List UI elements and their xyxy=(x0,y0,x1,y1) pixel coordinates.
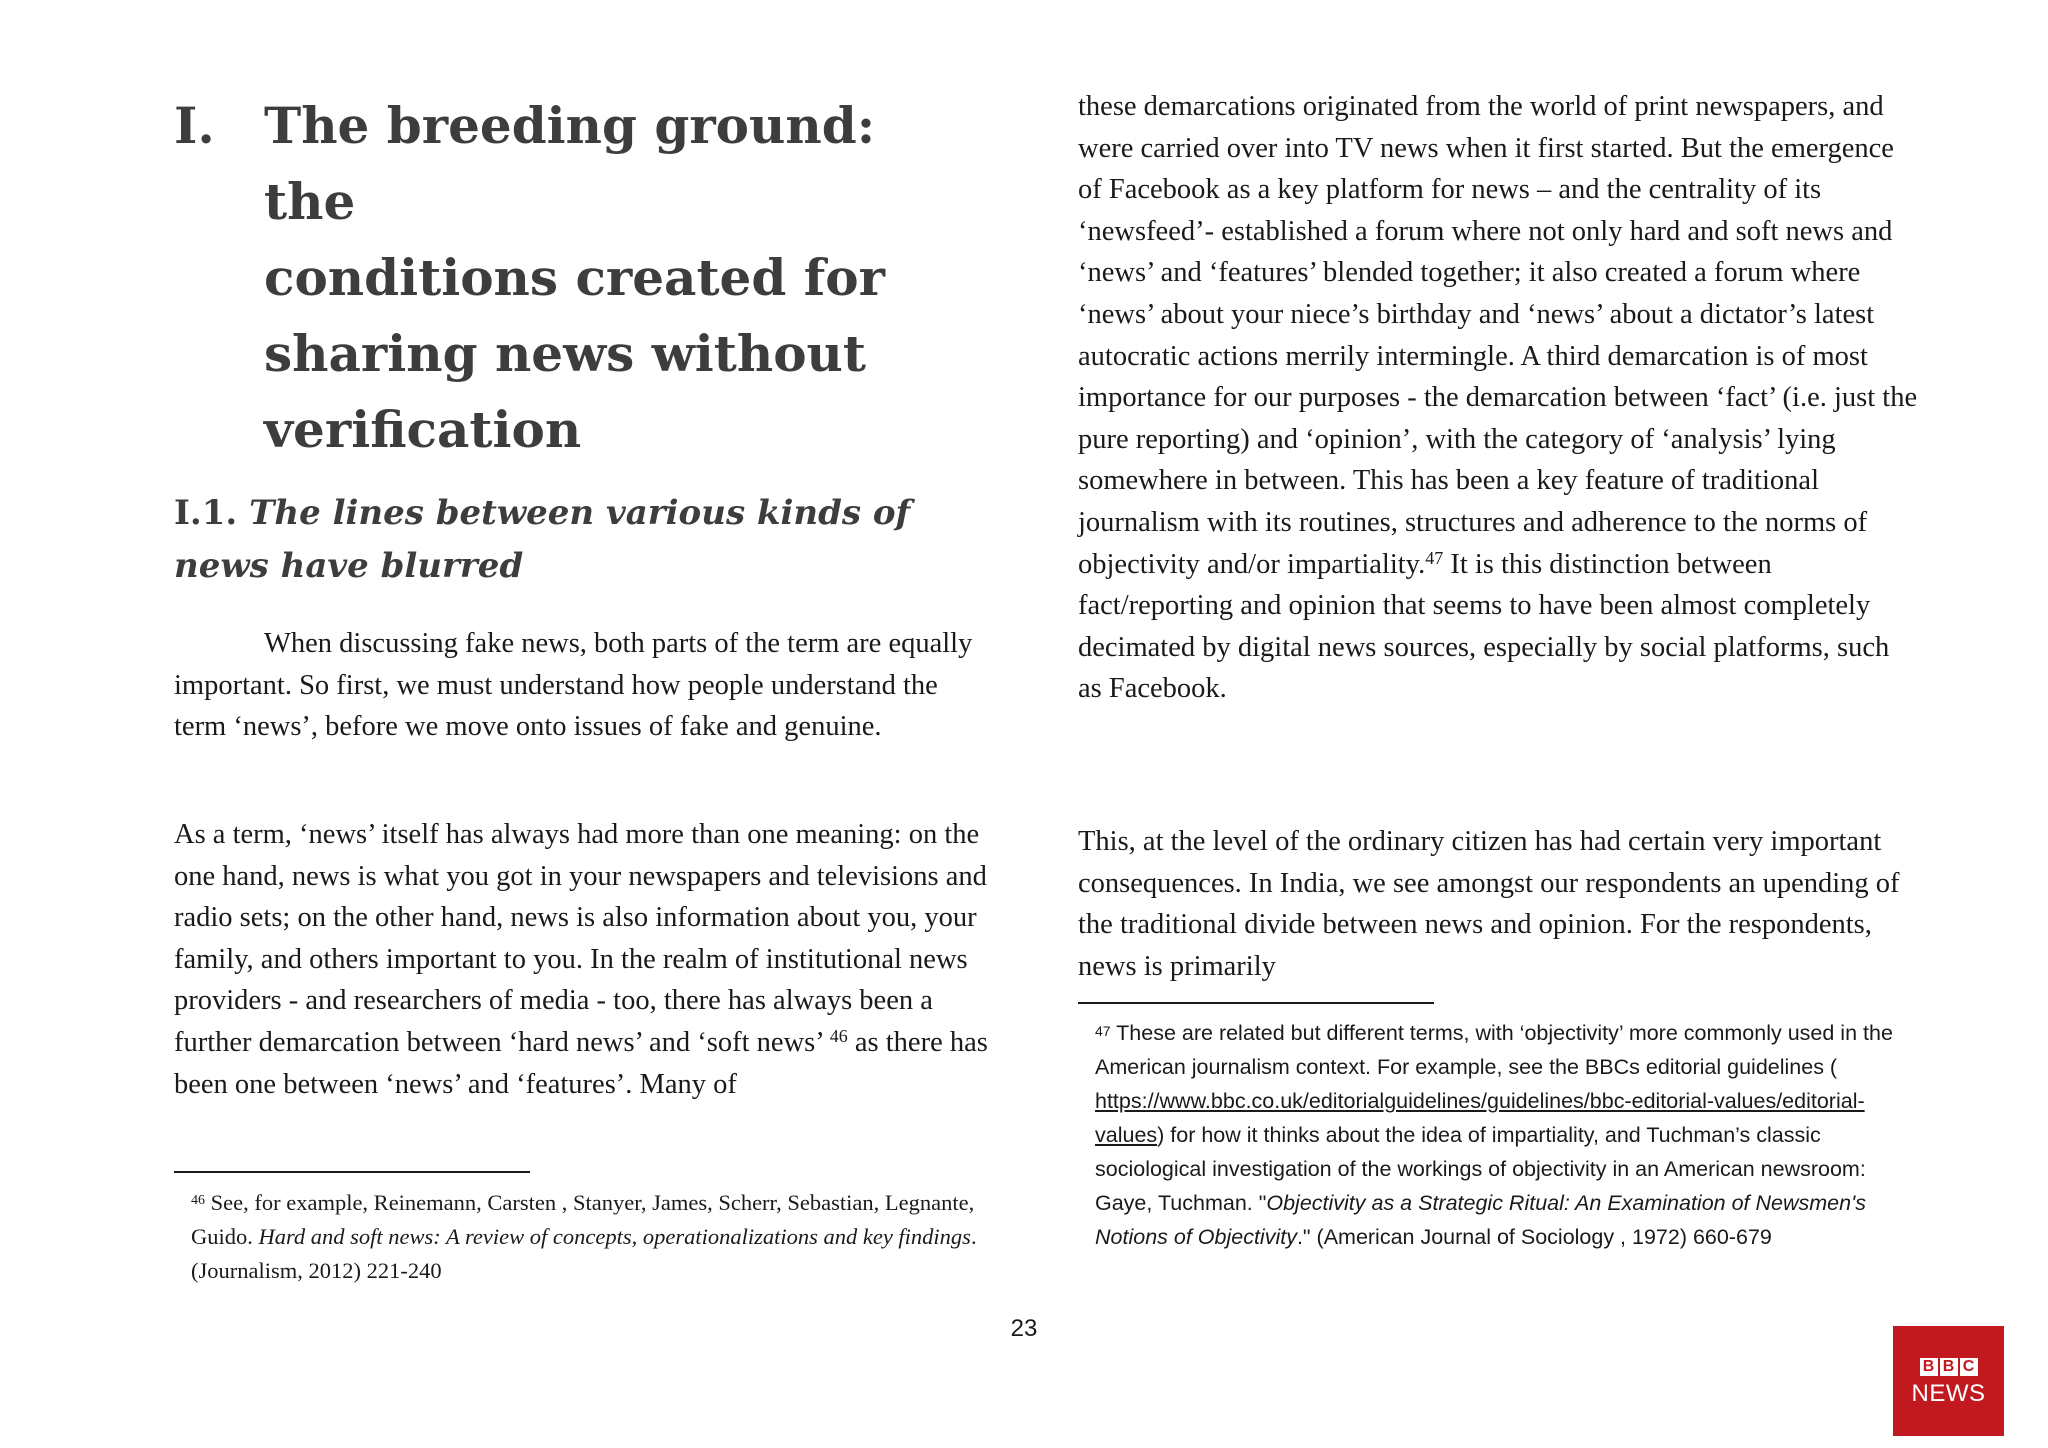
paragraph-consequences: This, at the level of the ordinary citizen has had certain very important consequences. In India, we see amongst our respondents an upending of the traditional divide between news and opinion. For the respondents, news is primarily xyxy=(1078,826,1900,982)
footnote-text: . (Journalism, 2012) 221-240 xyxy=(191,1224,977,1283)
footnote-title: Hard and soft news: A review of concepts, operationalizations and key findings xyxy=(258,1224,971,1249)
bbc-blocks xyxy=(1893,1358,2004,1376)
footnote-marker: 47 xyxy=(1095,1023,1111,1039)
section-title xyxy=(264,88,964,468)
section-number: I. xyxy=(174,96,215,155)
subsection-number: I.1. xyxy=(174,493,238,533)
footnote-marker: 46 xyxy=(191,1193,205,1208)
bbc-guidelines-link[interactable]: https://www.bbc.co.uk/editorialguidelines/guidelines/bbc-editorial-values/editorial-values xyxy=(1095,1089,1865,1147)
section-title-line: sharing news without xyxy=(264,324,867,383)
logo-block: B xyxy=(1940,1358,1958,1376)
footnote-separator xyxy=(174,1171,530,1173)
footnote-text: ) for how it thinks about the idea of impartiality, and Tuchman’s classic sociological investigation of the workings of objectivity in an American newsroom: Gaye, Tuchman. " xyxy=(1095,1123,1866,1215)
paragraph-intro: When discussing fake news, both parts of the term are equally important. So first, we must understand how people understand the term ‘news’, before we move onto issues of fake and genuine. xyxy=(174,628,973,743)
section-title-line: verification xyxy=(264,400,582,459)
paragraph-text: as there has been one between ‘news’ and ‘features’. Many of xyxy=(174,1026,988,1100)
footnote-46 xyxy=(191,1186,981,1288)
subsection-title: The lines between various kinds of news have blurred xyxy=(174,493,911,586)
section-title-line: The breeding ground: the xyxy=(264,96,876,231)
paragraph-demarcations xyxy=(1078,86,1918,710)
logo-block: C xyxy=(1960,1358,1978,1376)
page-number: 23 xyxy=(1010,1315,1038,1342)
footnote-separator xyxy=(1078,1002,1434,1004)
subsection-heading xyxy=(174,487,994,593)
logo-block: B xyxy=(1920,1358,1938,1376)
footnote-text: ." (American Journal of Sociology , 1972) 660-679 xyxy=(1296,1225,1772,1249)
paragraph-text: As a term, ‘news’ itself has always had more than one meaning: on the one hand, news is what you got in your newspapers and televisions and radio sets; on the other hand, news is also information about you, your family, and others important to you. In the realm of institutional news providers - and researchers of media - too, there has always been a further demarcation between ‘hard news’ and ‘soft news’ xyxy=(174,819,987,1058)
footnote-text: These are related but different terms, with ‘objectivity’ more commonly used in the American journalism context. For example, see the BBCs editorial guidelines ( xyxy=(1095,1021,1893,1079)
footnote-title: Objectivity as a Strategic Ritual: An Examination of Newsmen's Notions of Objectivity xyxy=(1095,1191,1866,1249)
paragraph-news-meaning xyxy=(174,814,994,1105)
footnote-ref-46[interactable]: 46 xyxy=(829,1025,848,1046)
footnote-47 xyxy=(1095,1016,1925,1254)
paragraph-text: these demarcations originated from the world of print newspapers, and were carried over into TV news when it first started. But the emergence of Facebook as a key platform for news – and the centrality of its ‘newsfeed’- established a forum where not only hard and soft news and ‘news’ and ‘features’ blended together; it also created a forum where ‘news’ about your niece’s birthday and ‘news’ about a dictator’s latest autocratic actions merrily intermingle. A third demarcation is of most importance for our purposes - the demarcation between ‘fact’ (i.e. just the pure reporting) and ‘opinion’, with the category of ‘analysis’ lying somewhere in between. This has been a key feature of traditional journalism with its routines, structures and adherence to the norms of objectivity and/or impartiality. xyxy=(1078,91,1918,580)
logo-news-word: NEWS xyxy=(1911,1380,1986,1407)
section-title-line: conditions created for xyxy=(264,248,885,307)
footnote-ref-47[interactable]: 47 xyxy=(1425,547,1444,568)
paragraph-text: It is this distinction between fact/reporting and opinion that seems to have been almost completely decimated by digital news sources, especially by social platforms, such as Facebook. xyxy=(1078,548,1890,705)
bbc-news-logo xyxy=(1893,1326,2004,1436)
footnote-text: See, for example, Reinemann, Carsten , Stanyer, James, Scherr, Sebastian, Legnante, Guido. xyxy=(191,1190,975,1249)
